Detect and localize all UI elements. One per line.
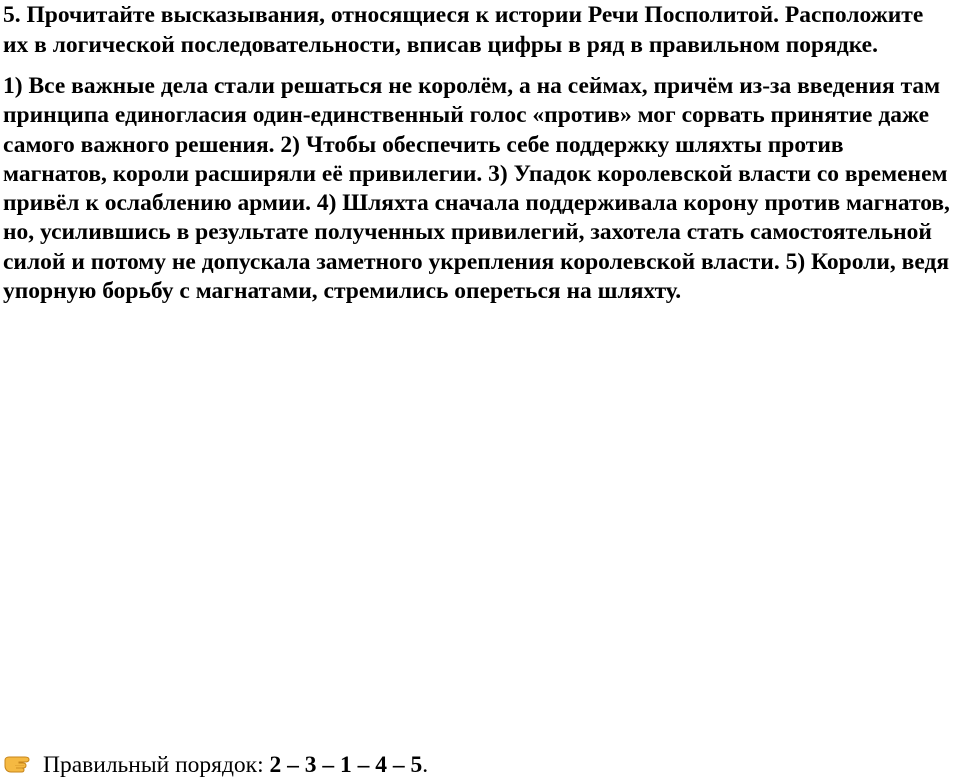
answer-label: Правильный порядок: bbox=[43, 752, 270, 779]
task-heading: 5. Прочитайте высказывания, относящиеся к истории Речи Посполитой. Расположите их в логической последовательности, вписав цифры в ряд в правильном порядке. bbox=[3, 2, 924, 58]
answer-value: 2 – 3 – 1 – 4 – 5 bbox=[269, 752, 423, 779]
answer-end: . bbox=[422, 752, 429, 779]
pointing-hand-icon bbox=[3, 752, 37, 774]
task-statements: 1) Все важные дела стали решаться не королём, а на сеймах, причём из-за введения там принципа единогласия один-единственный голос «против» мог сорвать принятие даже самого важного решения. 2) Чтобы обеспечить себе поддержку шляхты против магнатов, короли расширяли её привилегии. 3) Упадок королевской власти со временем привёл к ослаблению армии. 4) Шляхта сначала поддерживала корону против магнатов, но, усилившись в результате полученных привилегий, захотела стать самостоятельной силой и потому не допускала заметного укрепления королевской власти. 5) Короли, ведя упорную борьбу с магнатами, стремились опереться на шляхту. bbox=[3, 73, 950, 305]
task-block bbox=[3, 0, 953, 306]
answer-line bbox=[3, 750, 956, 780]
